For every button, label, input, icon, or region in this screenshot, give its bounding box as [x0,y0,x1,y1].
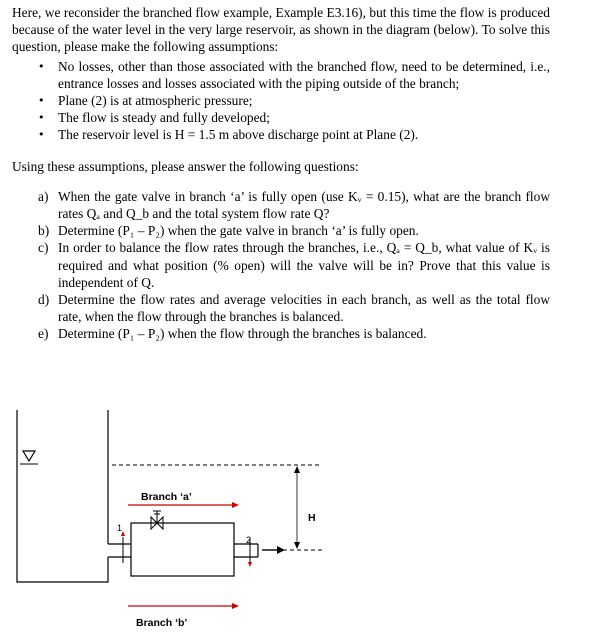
assumption-item: • Plane (2) is at atmospheric pressure; [38,92,550,109]
diagram-svg [0,392,604,635]
question-item [38,325,550,342]
assumption-item: • No losses, other than those associated with the branched flow, need to be determined, i.e., entrance losses and losses associated with the piping outside of the branch; [38,58,550,92]
question-list [12,188,550,343]
branch-loop [131,523,234,576]
height-label: H [308,512,316,524]
dimension-arrow-icon [294,466,300,473]
question-item [38,291,550,325]
questions-intro: Using these assumptions, please answer the following questions: [12,158,359,174]
assumption-item: • The reservoir level is H = 1.5 m above discharge point at Plane (2). [38,126,550,143]
question-text: When the gate valve in branch ‘a’ is fully open (use Kᵥ = 0.15), what are the branch flow rates Qₐ and Q_b and the total system flow rate Q? [58,188,550,222]
branched-flow-diagram [0,392,604,635]
question-item [38,239,550,291]
gate-valve-icon [151,511,163,529]
plane-2-arrow-icon [248,562,252,567]
intro-paragraph: Here, we reconsider the branched flow example, Example E3.16), but this time the flow is produced because of the water level in the very large reservoir, as shown in the diagram (below). To solve this question, please make the following assumptions: [12,5,550,55]
question-text: Determine (P₁ – P₂) when the flow through the branches is balanced. [58,326,427,342]
reservoir-wall [17,410,108,582]
dimension-arrow-icon [294,542,300,549]
question-text: Determine (P₁ – P₂) when the gate valve in branch ‘a’ is fully open. [58,223,419,239]
branch-b-label: Branch ‘b’ [136,617,188,629]
question-marker: e) [38,326,49,342]
branch-a-label: Branch ‘a’ [141,491,192,503]
question-text: Determine the flow rates and average velocities in each branch, as well as the total flow rate, when the flow through the branches is balanced. [58,292,550,325]
problem-text [12,4,550,343]
branch-b-arrow [128,603,239,609]
question-item [38,222,550,239]
triangle-down-icon [20,451,38,464]
plane-2-label: 2 [246,535,252,545]
assumption-item: • The flow is steady and fully developed; [38,109,550,126]
question-marker: a) [38,188,49,204]
arrow-right-icon [262,546,285,554]
question-item [38,188,550,222]
plane-1-label: 1 [117,523,123,533]
question-marker: c) [38,240,49,256]
question-marker: d) [38,292,50,308]
assumption-list [12,58,550,144]
question-text: In order to balance the flow rates through the branches, i.e., Qₐ = Q_b, what value of Kᵥ is required and what position (% open) will the valve will be in? Prove that this value is independent of Q. [58,240,550,290]
question-marker: b) [38,223,50,239]
